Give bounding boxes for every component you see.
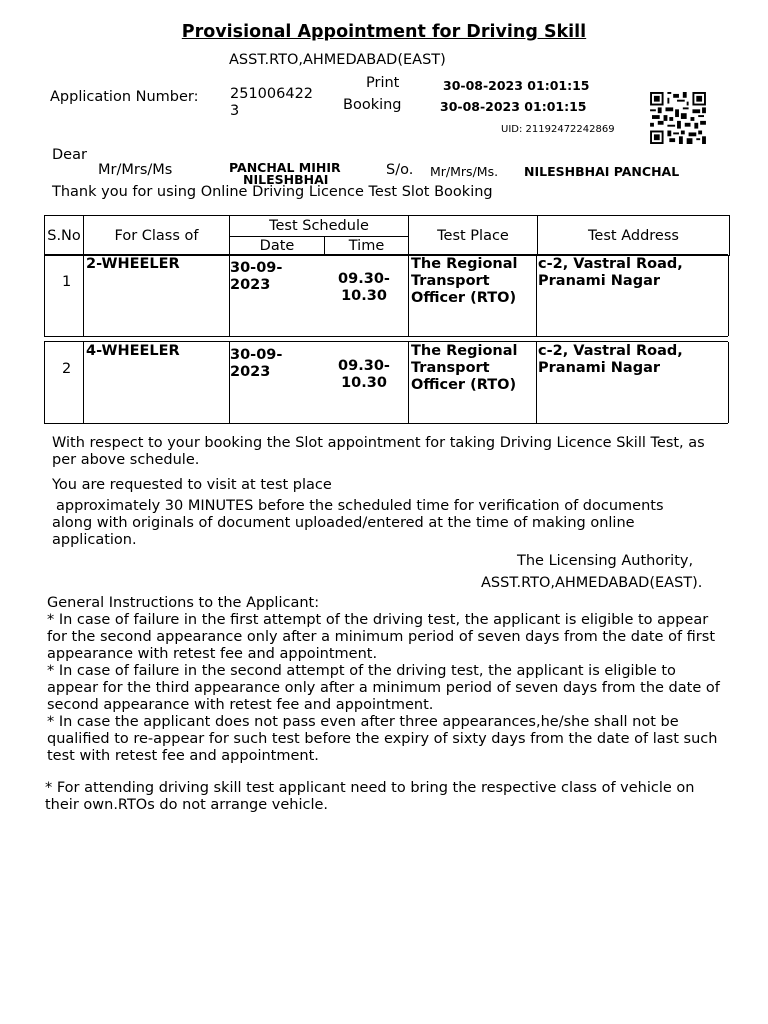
print-label: Print bbox=[366, 75, 400, 91]
parent-name: NILESHBHAI PANCHAL bbox=[524, 164, 680, 179]
row-class: 4-WHEELER bbox=[86, 343, 180, 359]
row-time: 09.30-10.30 bbox=[338, 271, 390, 304]
header-date: Date bbox=[230, 237, 325, 256]
parent-salutation: Mr/Mrs/Ms. bbox=[430, 164, 499, 179]
authority-office: ASST.RTO,AHMEDABAD(EAST). bbox=[481, 575, 703, 591]
booking-label: Booking bbox=[343, 97, 402, 113]
row-sno: 2 bbox=[62, 361, 72, 377]
son-of-label: S/o. bbox=[386, 162, 414, 178]
row-time: 09.30-10.30 bbox=[338, 358, 390, 391]
header-schedule: Test Schedule bbox=[230, 216, 409, 237]
qr-code bbox=[650, 92, 706, 144]
header-place: Test Place bbox=[409, 216, 538, 256]
dear-text: Dear bbox=[52, 147, 87, 163]
table-row bbox=[44, 254, 728, 337]
requested-text: You are requested to visit at test place bbox=[52, 477, 332, 493]
office-name: ASST.RTO,AHMEDABAD(EAST) bbox=[229, 52, 446, 68]
vehicle-note: * For attending driving skill test applicant need to bring the respective class of vehicle on their own.RTOs do not arrange vehicle. bbox=[45, 780, 695, 813]
applicant-name-line2: NILESHBHAI bbox=[243, 172, 329, 187]
row-place: The Regional Transport Officer (RTO) bbox=[411, 256, 518, 306]
approx-paragraph: approximately 30 MINUTES before the scheduled time for verification of documents along with originals of document uploaded/entered at the time of making online application. bbox=[52, 498, 664, 548]
booking-datetime: 30-08-2023 01:01:15 bbox=[440, 99, 587, 114]
application-number-line1: 251006422 bbox=[230, 86, 314, 102]
instruction-item: * In case of failure in the second attempt of the driving test, the applicant is eligible to appear for the third appearance only after a minimum period of seven days from the date of second appearance with retest fee and appointment. bbox=[47, 663, 720, 713]
header-address: Test Address bbox=[538, 216, 730, 256]
row-place: The Regional Transport Officer (RTO) bbox=[411, 343, 518, 393]
header-sno: S.No bbox=[45, 216, 84, 256]
applicant-name-line1: PANCHAL MIHIR bbox=[229, 160, 341, 175]
row-date: 30-09-2023 bbox=[230, 347, 283, 380]
authority-text: The Licensing Authority, bbox=[517, 553, 694, 569]
respect-paragraph: With respect to your booking the Slot appointment for taking Driving Licence Skill Test, as per above schedule. bbox=[52, 435, 705, 468]
schedule-table-header bbox=[44, 215, 730, 256]
uid-text: UID: 21192472242869 bbox=[501, 124, 615, 135]
table-row bbox=[44, 341, 728, 424]
row-date: 30-09-2023 bbox=[230, 260, 283, 293]
application-number-label: Application Number: bbox=[50, 89, 199, 105]
salutation-text: Mr/Mrs/Ms bbox=[98, 162, 173, 178]
thank-you-text: Thank you for using Online Driving Licence Test Slot Booking bbox=[52, 184, 493, 200]
header-class: For Class of bbox=[84, 216, 230, 256]
row-class: 2-WHEELER bbox=[86, 256, 180, 272]
print-datetime: 30-08-2023 01:01:15 bbox=[443, 78, 590, 93]
instruction-item: * In case of failure in the first attempt of the driving test, the applicant is eligible to appear for the second appearance only after a minimum period of seven days from the date of first appearance with retest fee and appointment. bbox=[47, 612, 715, 662]
instruction-item: * In case the applicant does not pass even after three appearances,he/she shall not be qualified to re-appear for such test before the expiry of sixty days from the date of last such test with retest fee and appointment. bbox=[47, 714, 718, 764]
row-address: c-2, Vastral Road, Pranami Nagar bbox=[538, 256, 683, 289]
instructions-heading: General Instructions to the Applicant: bbox=[47, 595, 320, 611]
application-number-line2: 3 bbox=[230, 103, 240, 119]
row-sno: 1 bbox=[62, 274, 72, 290]
row-address: c-2, Vastral Road, Pranami Nagar bbox=[538, 343, 683, 376]
page-title: Provisional Appointment for Driving Skill bbox=[181, 22, 587, 42]
header-time: Time bbox=[325, 237, 409, 256]
